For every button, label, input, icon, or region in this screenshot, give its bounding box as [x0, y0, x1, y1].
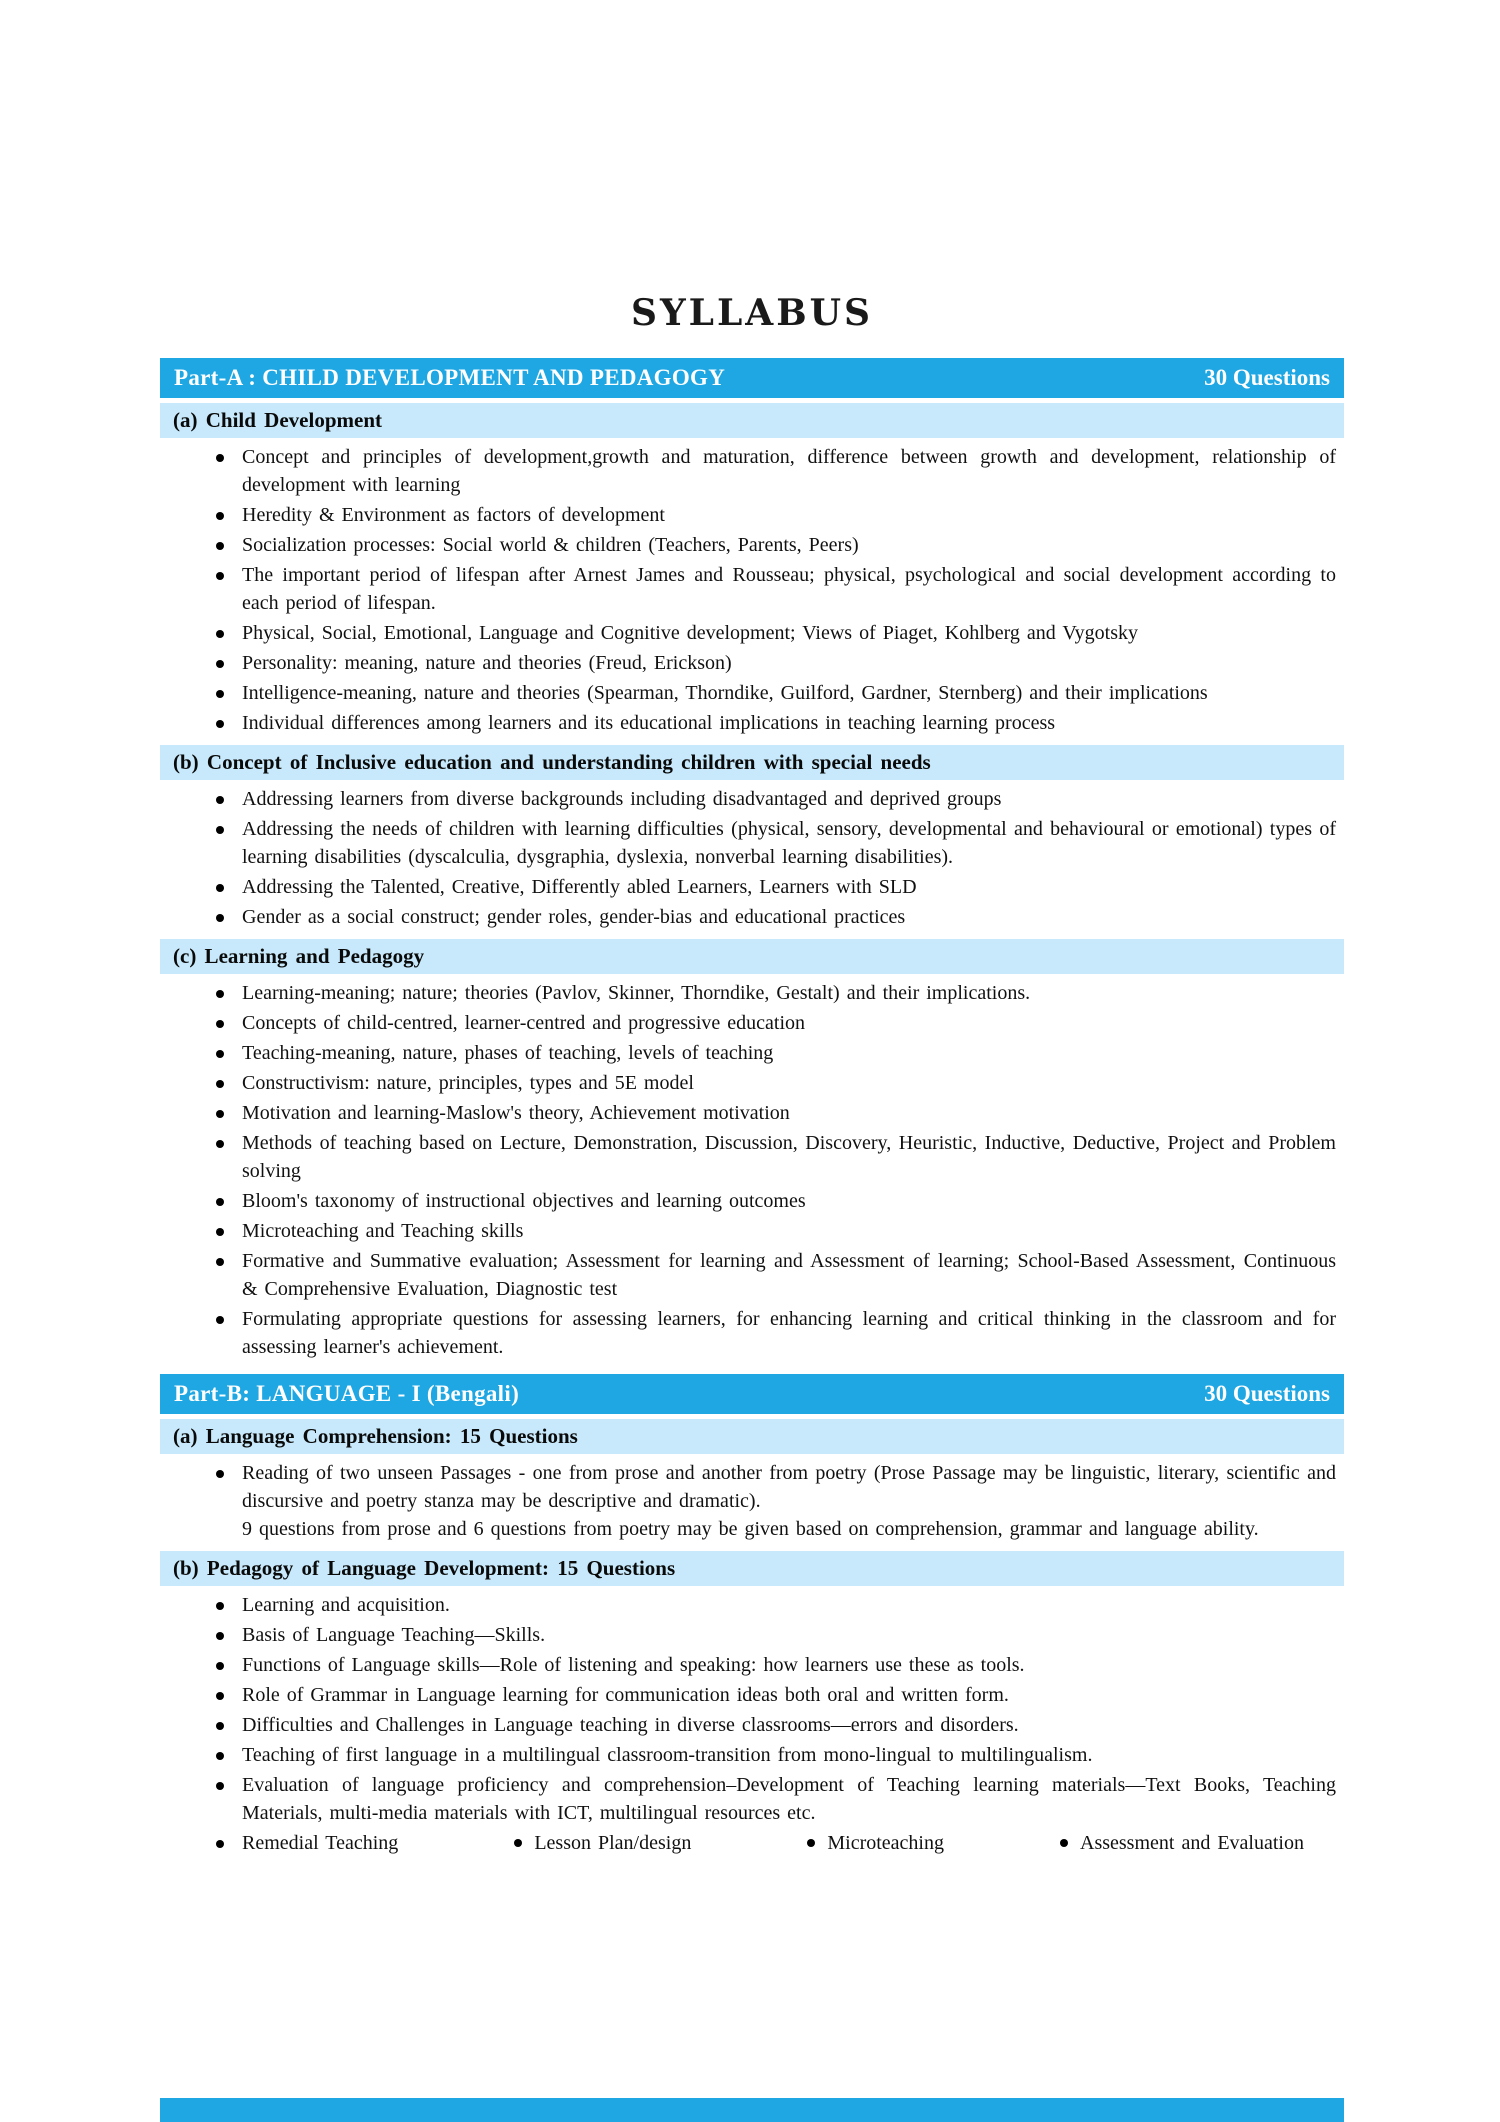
- bullet-item: [160, 1770, 1344, 1828]
- bullet-text: Gender as a social construct; gender roles, gender-bias and educational practices: [242, 906, 906, 928]
- bullet-item: [160, 1304, 1344, 1362]
- bullet-item: [160, 1216, 1344, 1246]
- bullet-item: [160, 1038, 1344, 1068]
- bullet-text: Functions of Language skills—Role of listening and speaking: how learners use these as tools.: [242, 1654, 1025, 1676]
- part-title: Part-B: LANGUAGE - I (Bengali): [174, 1381, 520, 1406]
- bullet-item: [160, 560, 1344, 618]
- bullet-item: [160, 1740, 1344, 1770]
- part-header: [160, 358, 1344, 398]
- bullet-item: [160, 708, 1344, 738]
- inline-topic: Remedial Teaching: [242, 1832, 399, 1854]
- bullet-item: [160, 1458, 1344, 1544]
- bullet-item: [160, 648, 1344, 678]
- document-title: SYLLABUS: [630, 292, 874, 334]
- bullet-item: [160, 442, 1344, 500]
- bullet-text: Bloom's taxonomy of instructional objectives and learning outcomes: [242, 1190, 806, 1212]
- bullet-item: [160, 1620, 1344, 1650]
- bullet-text: Microteaching and Teaching skills: [242, 1220, 524, 1242]
- bullet-text-line: 9 questions from prose and 6 questions from poetry may be given based on comprehension, grammar and language ability.: [242, 1518, 1259, 1540]
- bullet-item: [160, 814, 1344, 872]
- inline-topic: Assessment and Evaluation: [1054, 1829, 1304, 1857]
- bullet-text: Individual differences among learners and its educational implications in teaching learning process: [242, 712, 1056, 734]
- bullet-item: [160, 1068, 1344, 1098]
- bullet-list: [160, 978, 1344, 1362]
- part-questions-badge: 30 Questions: [1204, 1381, 1330, 1406]
- bullet-item: [160, 784, 1344, 814]
- subsection-header: (a) Language Comprehension: 15 Questions: [160, 1419, 1344, 1454]
- bullet-item: [160, 500, 1344, 530]
- bullet-text: Motivation and learning-Maslow's theory, Achievement motivation: [242, 1102, 790, 1124]
- inline-topic: Lesson Plan/design: [508, 1829, 691, 1857]
- bullet-text: Methods of teaching based on Lecture, Demonstration, Discussion, Discovery, Heuristic, Inductive, Deductive, Project and Problem solving: [242, 1132, 1336, 1182]
- inline-topic: Microteaching: [801, 1829, 944, 1857]
- bullet-item: [160, 530, 1344, 560]
- bullet-text: Formative and Summative evaluation; Assessment for learning and Assessment of learning; School-Based Assessment, Continuous & Comprehensive Evaluation, Diagnostic test: [242, 1250, 1336, 1300]
- bullet-item: [160, 902, 1344, 932]
- bullet-list: [160, 1458, 1344, 1544]
- bullet-item: [160, 1098, 1344, 1128]
- bullet-text: Formulating appropriate questions for assessing learners, for enhancing learning and critical thinking in the classroom and for assessing learner's achievement.: [242, 1308, 1336, 1358]
- bullet-text: Personality: meaning, nature and theories (Freud, Erickson): [242, 652, 732, 674]
- bullet-item: [160, 1590, 1344, 1620]
- bullet-item: [160, 1246, 1344, 1304]
- bullet-text: Addressing learners from diverse backgrounds including disadvantaged and deprived groups: [242, 788, 1002, 810]
- subsection-header: (b) Concept of Inclusive education and understanding children with special needs: [160, 745, 1344, 780]
- bullet-text: Addressing the needs of children with learning difficulties (physical, sensory, developmental and behavioural or emotional) types of learning disabilities (dyscalculia, dysgraphia, dyslexia, nonverbal learning disabilities).: [242, 818, 1336, 868]
- bullet-list: [160, 1590, 1344, 1858]
- subsection-header: (a) Child Development: [160, 403, 1344, 438]
- bullet-text: Basis of Language Teaching—Skills.: [242, 1624, 546, 1646]
- bullet-text: Heredity & Environment as factors of development: [242, 504, 665, 526]
- bullet-text: Learning and acquisition.: [242, 1594, 450, 1616]
- bullet-text: Physical, Social, Emotional, Language and Cognitive development; Views of Piaget, Kohlberg and Vygotsky: [242, 622, 1139, 644]
- bullet-item: [160, 618, 1344, 648]
- subsection-header: (b) Pedagogy of Language Development: 15 Questions: [160, 1551, 1344, 1586]
- bullet-text: Intelligence-meaning, nature and theories (Spearman, Thorndike, Guilford, Gardner, Sternberg) and their implications: [242, 682, 1208, 704]
- bullet-inline-row: [160, 1828, 1344, 1858]
- bullet-item: [160, 1710, 1344, 1740]
- subsection-header: (c) Learning and Pedagogy: [160, 939, 1344, 974]
- bullet-text: Concept and principles of development,growth and maturation, difference between growth and development, relationship of development with learning: [242, 446, 1336, 496]
- bullet-text: Constructivism: nature, principles, types and 5E model: [242, 1072, 694, 1094]
- bullet-text: Concepts of child-centred, learner-centred and progressive education: [242, 1012, 806, 1034]
- bullet-item: [160, 678, 1344, 708]
- parts-container: [160, 358, 1344, 1858]
- bullet-item: [160, 872, 1344, 902]
- part-title: Part-A : CHILD DEVELOPMENT AND PEDAGOGY: [174, 365, 726, 390]
- bullet-text: Difficulties and Challenges in Language teaching in diverse classrooms—errors and disorders.: [242, 1714, 1019, 1736]
- bullet-item: [160, 1008, 1344, 1038]
- bullet-item: [160, 1680, 1344, 1710]
- part-questions-badge: 30 Questions: [1204, 365, 1330, 390]
- bullet-text: Socialization processes: Social world & children (Teachers, Parents, Peers): [242, 534, 859, 556]
- bullet-text: Evaluation of language proficiency and comprehension–Development of Teaching learning materials—Text Books, Teaching Materials, multi-media materials with ICT, multilingual resources etc.: [242, 1774, 1336, 1824]
- bullet-text: The important period of lifespan after Arnest James and Rousseau; physical, psychological and social development according to each period of lifespan.: [242, 564, 1336, 614]
- bullet-item: [160, 1650, 1344, 1680]
- bullet-text-line: Reading of two unseen Passages - one from prose and another from poetry (Prose Passage may be linguistic, literary, scientific and discursive and poetry stanza may be descriptive and dramatic).: [242, 1462, 1336, 1512]
- bullet-item: [160, 978, 1344, 1008]
- bullet-text: Addressing the Talented, Creative, Differently abled Learners, Learners with SLD: [242, 876, 917, 898]
- bullet-text: Teaching-meaning, nature, phases of teaching, levels of teaching: [242, 1042, 774, 1064]
- bullet-item: [160, 1186, 1344, 1216]
- bullet-list: [160, 442, 1344, 738]
- bullet-text: Role of Grammar in Language learning for communication ideas both oral and written form.: [242, 1684, 1009, 1706]
- bullet-item: [160, 1128, 1344, 1186]
- bullet-text: Learning-meaning; nature; theories (Pavlov, Skinner, Thorndike, Gestalt) and their implications.: [242, 982, 1031, 1004]
- bullet-text: Teaching of first language in a multilingual classroom-transition from mono-lingual to multilingualism.: [242, 1744, 1093, 1766]
- part-header: [160, 1374, 1344, 1414]
- bullet-list: [160, 784, 1344, 932]
- next-part-header-partial-bar: [160, 2098, 1344, 2122]
